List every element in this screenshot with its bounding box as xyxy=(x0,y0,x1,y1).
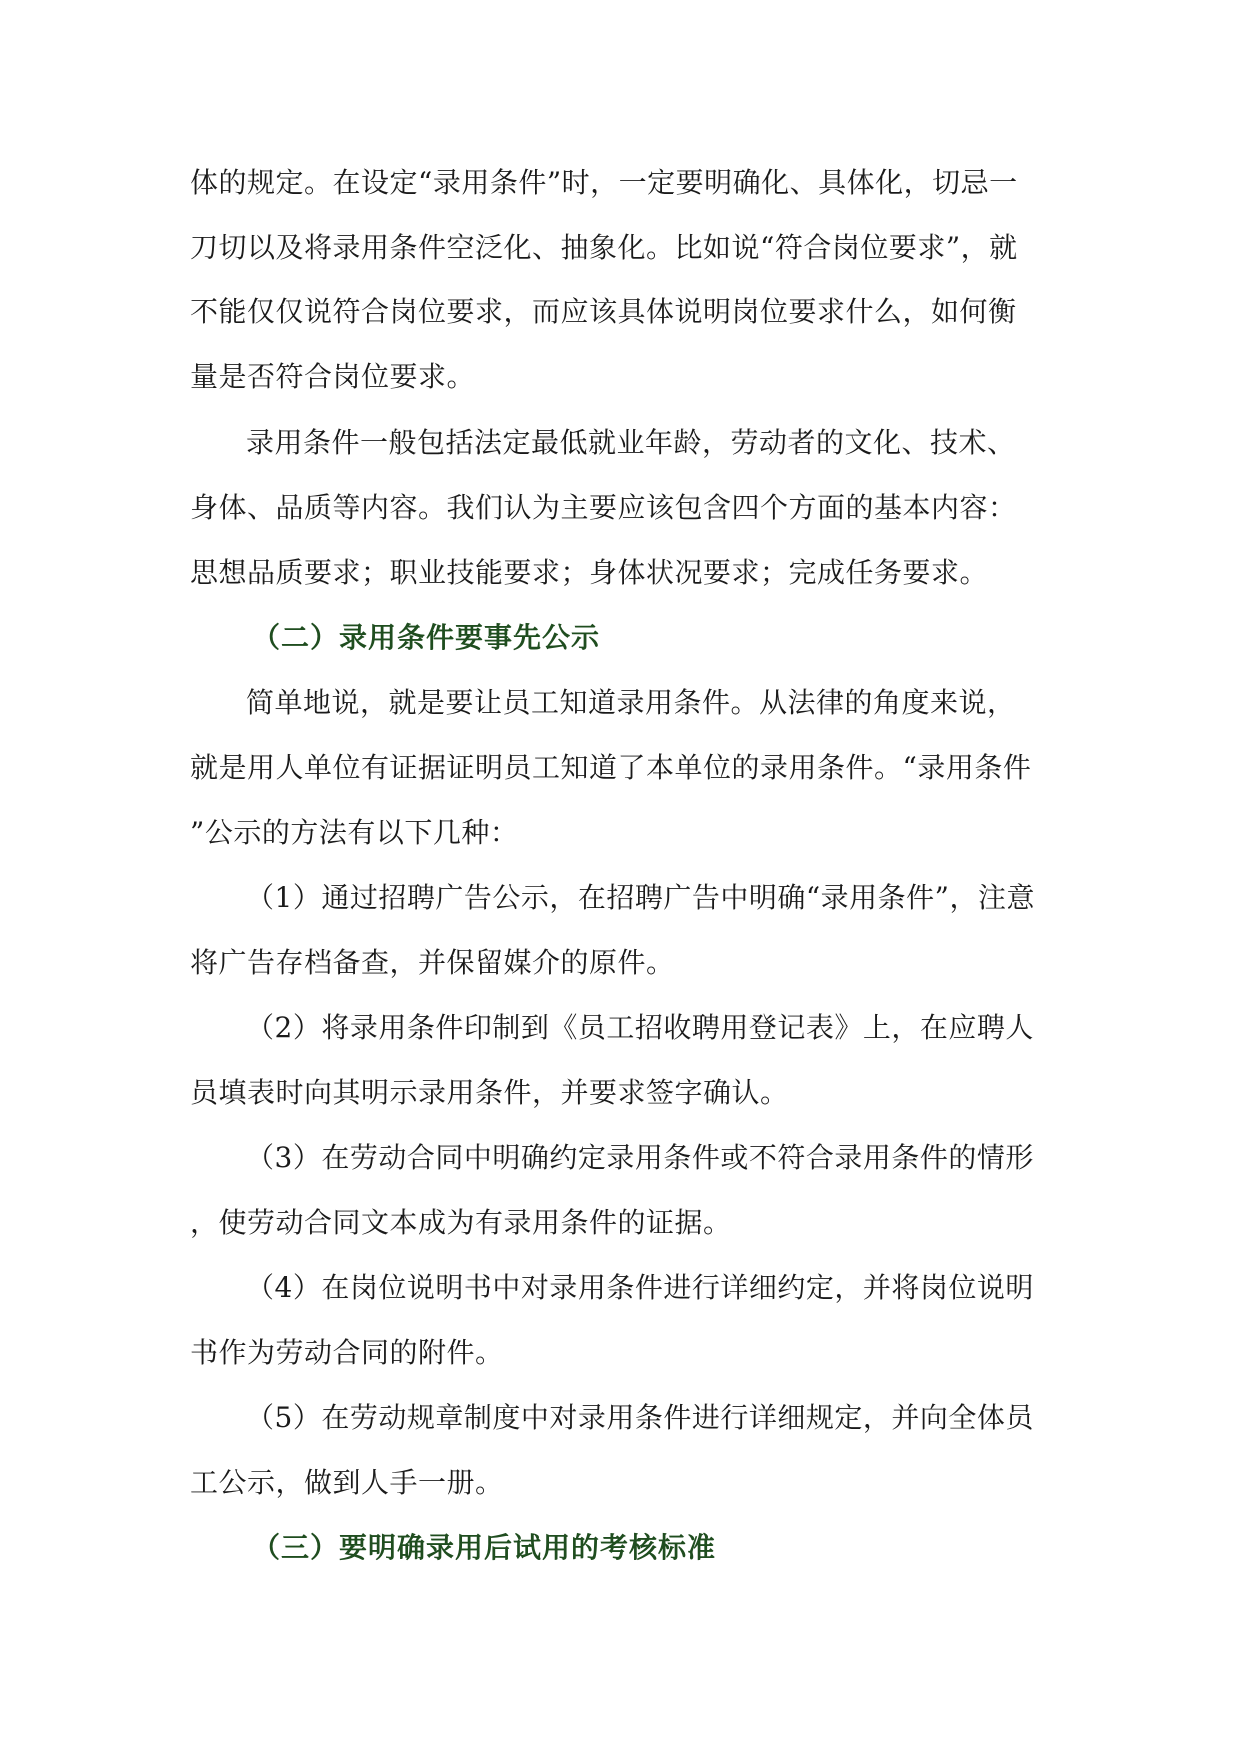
list-item-line: （4）在岗位说明书中对录用条件进行详细约定，并将岗位说明 xyxy=(246,1271,1034,1304)
list-item-line: （2）将录用条件印制到《员工招收聘用登记表》上，在应聘人 xyxy=(246,1011,1034,1044)
body-text-line: 身体、品质等内容。我们认为主要应该包含四个方面的基本内容： xyxy=(190,491,1017,524)
body-text-line: 量是否符合岗位要求。 xyxy=(190,360,476,393)
list-item-line: （1）通过招聘广告公示，在招聘广告中明确“录用条件”，注意 xyxy=(246,881,1035,914)
section-heading-2: （二）录用条件要事先公示 xyxy=(252,621,601,654)
body-text-line: 刀切以及将录用条件空泛化、抽象化。比如说“符合岗位要求”，就 xyxy=(190,231,1018,264)
body-text-line: 简单地说，就是要让员工知道录用条件。从法律的角度来说， xyxy=(246,686,1016,719)
body-text-line: 体的规定。在设定“录用条件”时，一定要明确化、具体化，切忌一 xyxy=(190,166,1018,199)
list-item-line: （5）在劳动规章制度中对录用条件进行详细规定，并向全体员 xyxy=(246,1401,1034,1434)
list-item-line: 书作为劳动合同的附件。 xyxy=(190,1336,504,1369)
list-item-line: 将广告存档备查，并保留媒介的原件。 xyxy=(190,946,675,979)
body-text-line: 不能仅仅说符合岗位要求，而应该具体说明岗位要求什么，如何衡 xyxy=(190,295,1017,328)
body-text-line: 就是用人单位有证据证明员工知道了本单位的录用条件。“录用条件 xyxy=(190,751,1032,784)
list-item-line: （3）在劳动合同中明确约定录用条件或不符合录用条件的情形 xyxy=(246,1141,1034,1174)
list-item-line: ，使劳动合同文本成为有录用条件的证据。 xyxy=(190,1206,732,1239)
body-text-line: ”公示的方法有以下几种： xyxy=(190,816,519,849)
body-text-line: 录用条件一般包括法定最低就业年龄，劳动者的文化、技术、 xyxy=(246,426,1016,459)
list-item-line: 工公示，做到人手一册。 xyxy=(190,1466,504,1499)
list-item-line: 员填表时向其明示录用条件，并要求签字确认。 xyxy=(190,1076,789,1109)
section-heading-3: （三）要明确录用后试用的考核标准 xyxy=(252,1531,717,1564)
body-text-line: 思想品质要求；职业技能要求；身体状况要求；完成任务要求。 xyxy=(190,556,989,589)
